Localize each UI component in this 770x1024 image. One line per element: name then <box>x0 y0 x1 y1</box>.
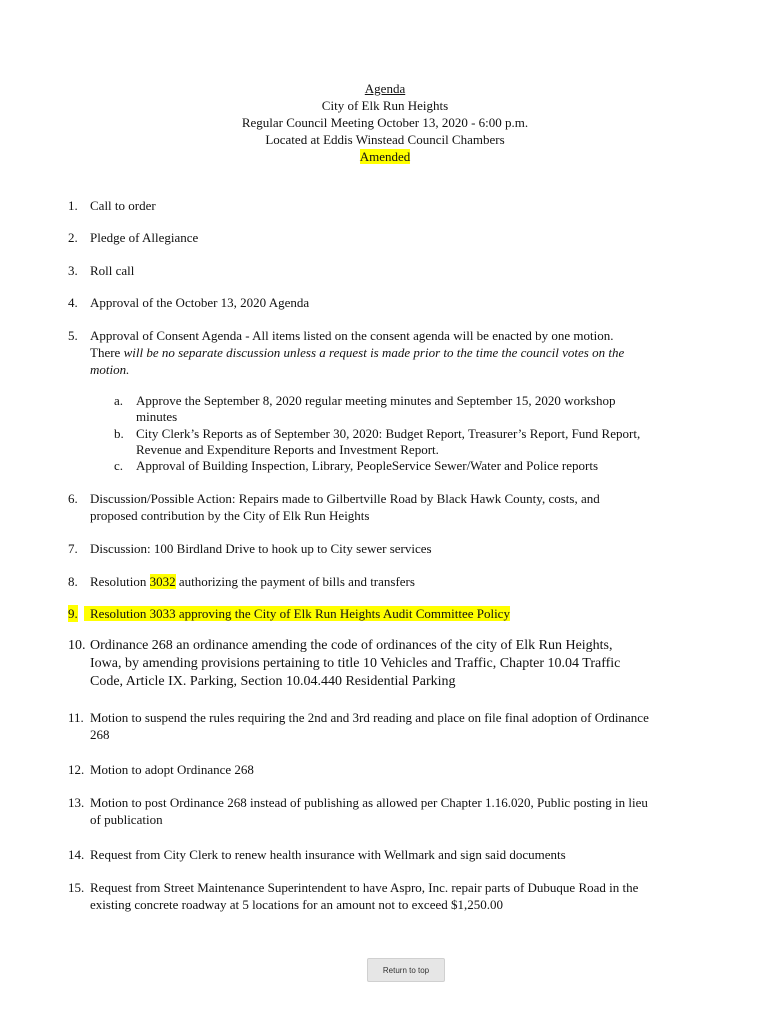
item-text: There <box>90 345 124 360</box>
item-text: Code, Article IX. Parking, Section 10.04.440 Residential Parking <box>90 674 456 689</box>
item-text: of publication <box>90 812 163 827</box>
item-number: 8. <box>68 574 78 589</box>
subitem-text: minutes <box>136 409 178 424</box>
city-name: City of Elk Run Heights <box>321 98 449 113</box>
item-text: Request from City Clerk to renew health insurance with Wellmark and sign said documents <box>90 847 566 862</box>
item-number: 9. <box>68 606 78 621</box>
item-number: 11. <box>68 710 84 725</box>
item-number: 5. <box>68 328 78 343</box>
item-number: 3. <box>68 263 78 278</box>
item-text-highlighted: Resolution 3033 approving the City of Elk Run Heights Audit Committee Policy <box>84 606 510 621</box>
item-number: 6. <box>68 491 78 506</box>
item-text: Ordinance 268 an ordinance amending the code of ordinances of the city of Elk Run Heights, <box>90 638 613 653</box>
item-text: Call to order <box>90 198 156 213</box>
item-text: Pledge of Allegiance <box>90 230 199 245</box>
item-number: 4. <box>68 295 78 310</box>
item-number: 7. <box>68 541 78 556</box>
item-text: Approval of Consent Agenda - All items listed on the consent agenda will be enacted by one motion. <box>90 328 614 343</box>
subitem-letter: a. <box>114 393 124 408</box>
item-text: 268 <box>90 727 110 742</box>
item-text-italic: motion. <box>90 362 130 377</box>
item-text: authorizing the payment of bills and transfers <box>175 574 415 589</box>
item-text: Discussion/Possible Action: Repairs made to Gilbertville Road by Black Hawk County, costs, and <box>90 491 600 506</box>
item-text: Iowa, by amending provisions pertaining to title 10 Vehicles and Traffic, Chapter 10.04 Traffic <box>90 656 621 671</box>
agenda-title: Agenda <box>364 81 406 96</box>
agenda-header <box>0 80 770 165</box>
item-text: Motion to suspend the rules requiring the 2nd and 3rd reading and place on file final adoption of Ordinance <box>90 710 649 725</box>
meeting-info: Regular Council Meeting October 13, 2020 - 6:00 p.m. <box>241 115 529 130</box>
subitem-text: Revenue and Expenditure Reports and Investment Report. <box>136 442 439 457</box>
highlighted-resolution-number: 3032 <box>149 574 176 589</box>
item-text: Roll call <box>90 263 135 278</box>
item-text: Motion to post Ordinance 268 instead of publishing as allowed per Chapter 1.16.020, Public posting in lieu <box>90 795 648 810</box>
item-number: 10. <box>68 638 86 653</box>
item-text: Discussion: 100 Birdland Drive to hook up to City sewer services <box>90 541 432 556</box>
item-number: 15. <box>68 880 85 895</box>
item-text: Approval of the October 13, 2020 Agenda <box>90 295 310 310</box>
item-text: existing concrete roadway at 5 locations for an amount not to exceed $1,250.00 <box>90 897 503 912</box>
subitem-letter: b. <box>114 426 124 441</box>
item-text-italic: will be no separate discussion unless a request is made prior to the time the council votes on the <box>123 345 625 360</box>
item-number: 1. <box>68 198 78 213</box>
item-text: proposed contribution by the City of Elk Run Heights <box>90 508 370 523</box>
subitem-text: Approval of Building Inspection, Library, PeopleService Sewer/Water and Police reports <box>136 458 599 473</box>
item-number: 13. <box>68 795 85 810</box>
subitem-text: City Clerk’s Reports as of September 30, 2020: Budget Report, Treasurer’s Report, Fund Report, <box>136 426 641 441</box>
item-number: 14. <box>68 847 85 862</box>
meeting-location: Located at Eddis Winstead Council Chambers <box>265 132 505 147</box>
return-to-top-button[interactable]: Return to top <box>367 958 445 982</box>
amended-label: Amended <box>359 149 411 164</box>
item-number: 2. <box>68 230 78 245</box>
item-text: Motion to adopt Ordinance 268 <box>90 762 254 777</box>
item-text: Request from Street Maintenance Superintendent to have Aspro, Inc. repair parts of Dubuque Road in the <box>90 880 639 895</box>
item-text: Resolution <box>90 574 150 589</box>
subitem-text: Approve the September 8, 2020 regular meeting minutes and September 15, 2020 workshop <box>136 393 616 408</box>
subitem-letter: c. <box>114 458 124 473</box>
item-number: 12. <box>68 762 85 777</box>
